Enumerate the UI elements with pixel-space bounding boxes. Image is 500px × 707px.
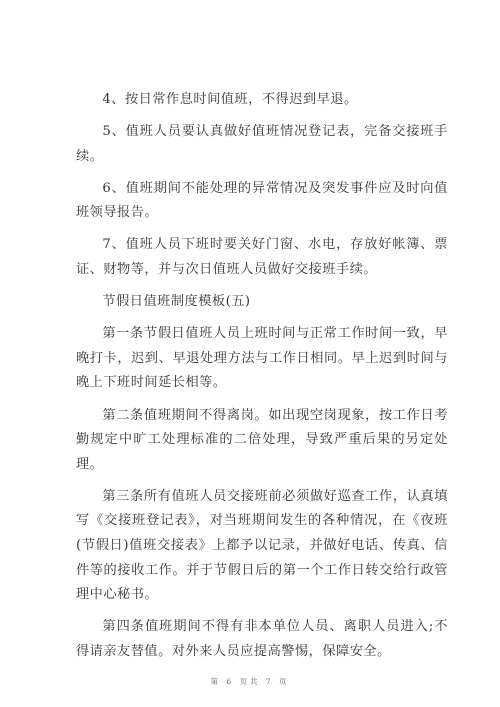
section-heading: 节假日值班制度模板(五) (102, 294, 251, 310)
paragraph-item-6: 6、值班期间不能处理的异常情况及突发事件应及时向值班领导报告。 (76, 180, 448, 221)
article-3: 第三条所有值班人员交接班前必须做好巡查工作，认真填写《交接班登记表》，对当班期间发生的各种情况，在《夜班(节假日)值班交接表》上都予以记录，并做好电话、传真、信件等的接收工作。并于节假日后的第一个工作日转交给行政管理中心秘书。 (76, 488, 448, 603)
article-1: 第一条节假日值班人员上班时间与正常工作时间一致，早晚打卡，迟到、早退处理方法与工作日相同。早上迟到时间与晚上下班时间延长相等。 (76, 326, 448, 391)
article-4: 第四条值班期间不得有非本单位人员、离职人员进入;不得请亲友替值。对外来人员应提高警惕，保障安全。 (76, 619, 448, 659)
paragraph-item-7: 7、值班人员下班时要关好门窗、水电，存放好帐簿、票证、财物等，并与次日值班人员做好交接班手续。 (76, 237, 448, 278)
page-number-footer: 第 6 页共 7 页 (210, 677, 290, 686)
document-body (76, 88, 448, 672)
paragraph-item-5: 5、值班人员要认真做好值班情况登记表，完备交接班手续。 (76, 124, 448, 164)
paragraph-item-4: 4、按日常作息时间值班，不得迟到早退。 (102, 92, 358, 107)
article-2: 第二条值班期间不得离岗。如出现空岗现象，按工作日考勤规定中旷工处理标准的二倍处理，导致严重后果的另定处理。 (76, 407, 448, 472)
